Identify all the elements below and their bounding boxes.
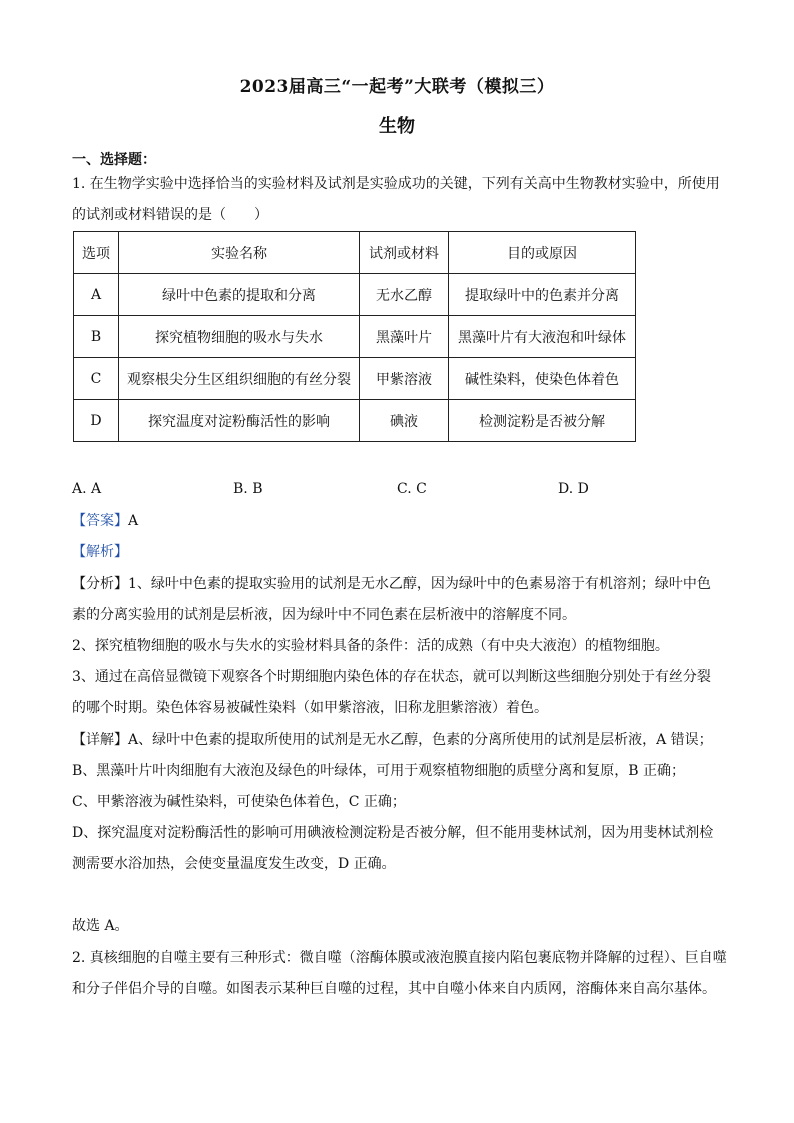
xiangjie-line4: D、探究温度对淀粉酶活性的影响可用碘液检测淀粉是否被分解，但不能用斐林试剂，因为用斐林试剂检 (72, 825, 714, 841)
table-row (74, 316, 636, 358)
section-heading: 一、选择题： (72, 152, 156, 168)
conclusion-line: 故选 A。 (72, 918, 129, 934)
fenxi-line5: 的哪个时期。染色体容易被碱性染料（如甲紫溶液，旧称龙胆紫溶液）着色。 (72, 700, 548, 716)
header-cell-experiment: 实验名称 (119, 232, 360, 274)
table-cell: A (74, 274, 119, 316)
exam-title: 2023届高三“一起考”大联考（模拟三） (239, 77, 555, 97)
table-cell: 无水乙醇 (360, 274, 449, 316)
analysis-tag: 【解析】 (72, 544, 128, 560)
table-cell: 提取绿叶中的色素并分离 (449, 274, 636, 316)
xiangjie-line2: B、黑藻叶片叶肉细胞有大液泡及绿色的叶绿体，可用于观察植物细胞的质壁分离和复原，B 正确； (72, 763, 686, 779)
q1-stem-line1: 1. 在生物学实验中选择恰当的实验材料及试剂是实验成功的关键，下列有关高中生物教材实验中，所使用 (72, 176, 720, 192)
table-cell: 碱性染料，使染色体着色 (449, 358, 636, 400)
table-cell: 检测淀粉是否被分解 (449, 400, 636, 442)
table-cell: D (74, 400, 119, 442)
table-cell: 黑藻叶片有大液泡和叶绿体 (449, 316, 636, 358)
subject-title: 生物 (379, 116, 415, 137)
fenxi-line3: 2、探究植物细胞的吸水与失水的实验材料具备的条件：活的成熟（有中央大液泡）的植物细胞。 (72, 638, 669, 654)
table-cell: 探究温度对淀粉酶活性的影响 (119, 400, 360, 442)
fenxi-line1 (72, 574, 711, 594)
fenxi-line2: 素的分离实验用的试剂是层析液，因为绿叶中不同色素在层析液中的溶解度不同。 (72, 607, 576, 623)
option-b: B. B (233, 481, 263, 497)
option-d: D. D (558, 481, 589, 497)
table-row (74, 358, 636, 400)
table-cell: B (74, 316, 119, 358)
q2-stem-line1: 2. 真核细胞的自噬主要有三种形式：微自噬（溶酶体膜或液泡膜直接内陷包裹底物并降解的过程）、巨自噬 (72, 950, 727, 966)
analysis-line (72, 542, 128, 562)
xiangjie-tag: 【详解】 (72, 732, 128, 748)
q2-stem-line2: 和分子伴侣介导的自噬。如图表示某种巨自噬的过程，其中自噬小体来自内质网，溶酶体来自高尔基体。 (72, 981, 716, 997)
header-cell-purpose: 目的或原因 (449, 232, 636, 274)
option-c: C. C (397, 481, 427, 497)
header-cell-reagent: 试剂或材料 (360, 232, 449, 274)
table-cell: 探究植物细胞的吸水与失水 (119, 316, 360, 358)
table-cell: C (74, 358, 119, 400)
fenxi-text1: 1、绿叶中色素的提取实验用的试剂是无水乙醇，因为绿叶中的色素易溶于有机溶剂；绿叶中色 (128, 576, 711, 592)
table-cell: 碘液 (360, 400, 449, 442)
q1-stem-line2: 的试剂或材料错误的是（ ） (72, 207, 268, 223)
xiangjie-line3: C、甲紫溶液为碱性染料，可使染色体着色，C 正确； (72, 794, 406, 810)
table-cell: 绿叶中色素的提取和分离 (119, 274, 360, 316)
table-row (74, 400, 636, 442)
table-cell: 黑藻叶片 (360, 316, 449, 358)
table-cell: 甲紫溶液 (360, 358, 449, 400)
header-cell-option: 选项 (74, 232, 119, 274)
table-header-row (74, 232, 636, 274)
xiangjie-text1: A、绿叶中色素的提取所使用的试剂是无水乙醇，色素的分离所使用的试剂是层析液，A 错误； (128, 732, 713, 748)
table-cell: 观察根尖分生区组织细胞的有丝分裂 (119, 358, 360, 400)
fenxi-line4: 3、通过在高倍显微镜下观察各个时期细胞内染色体的存在状态，就可以判断这些细胞分别处于有丝分裂 (72, 669, 711, 685)
answer-tag: 【答案】 (72, 513, 128, 529)
answer-line (72, 511, 138, 531)
xiangjie-line1 (72, 730, 713, 750)
experiment-table (73, 231, 636, 442)
table-row (74, 274, 636, 316)
answer-value: A (128, 513, 139, 529)
fenxi-tag: 【分析】 (72, 576, 128, 592)
option-a: A. A (72, 481, 102, 497)
xiangjie-line5: 测需要水浴加热，会使变量温度发生改变，D 正确。 (72, 856, 396, 872)
